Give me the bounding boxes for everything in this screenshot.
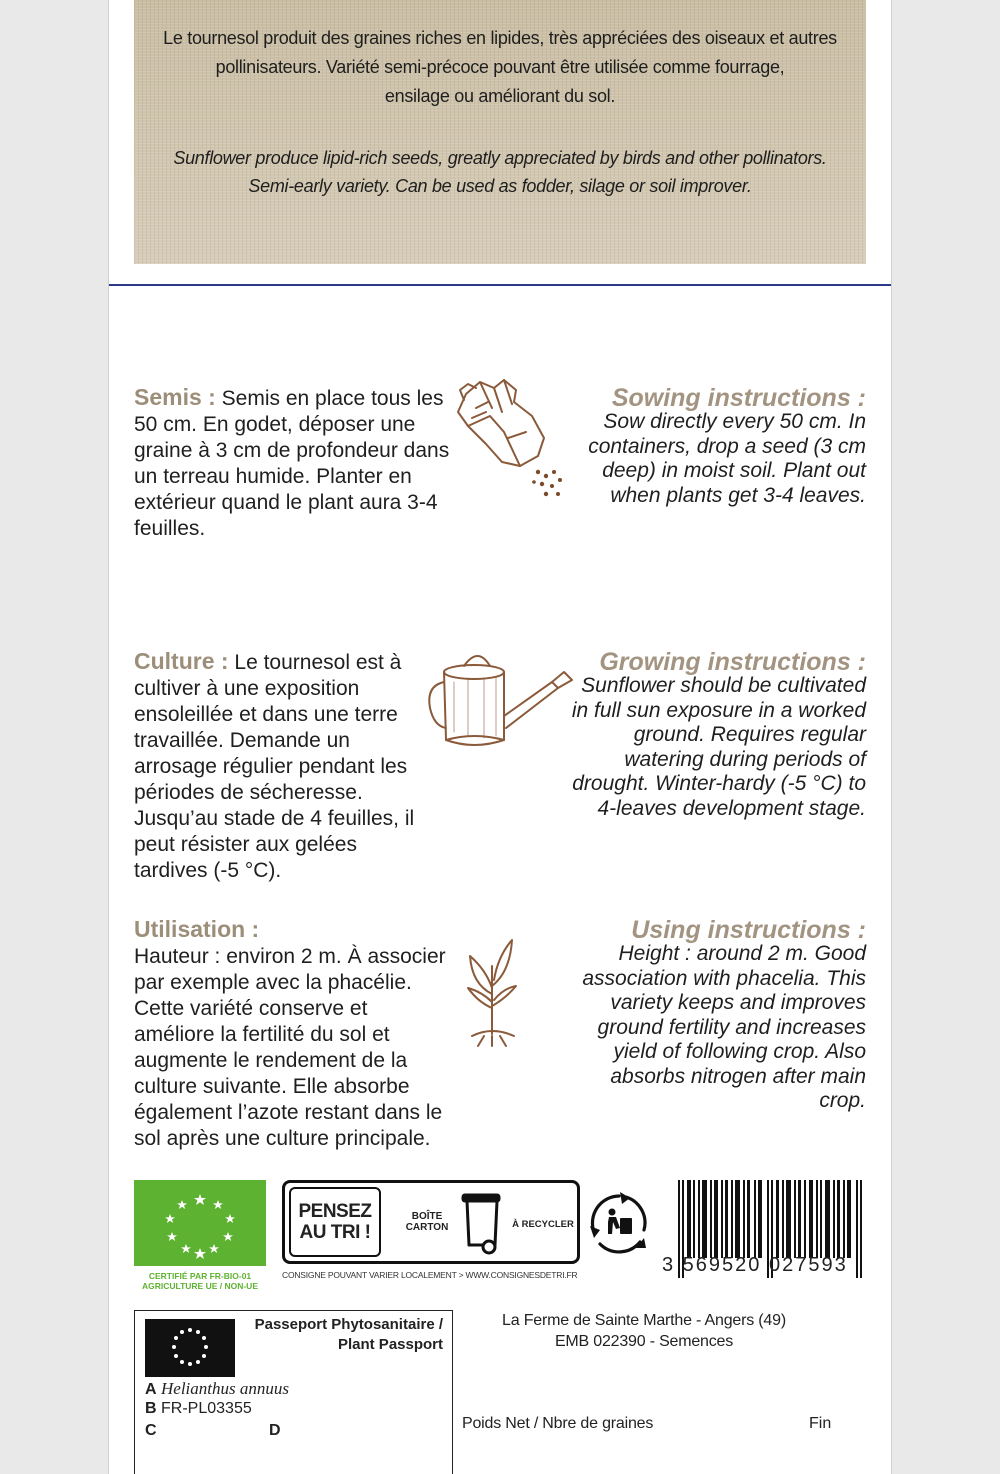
passport-c — [145, 1422, 157, 1440]
description-en — [154, 144, 846, 200]
using-en-heading: Using instructions : — [631, 916, 866, 944]
passport-title — [243, 1315, 443, 1355]
growing-en-heading: Growing instructions : — [599, 648, 866, 676]
passport-c-label: C — [145, 1422, 157, 1439]
passport-title-line: Passeport Phytosanitaire / — [254, 1316, 443, 1333]
sorting-info-box — [282, 1180, 580, 1264]
using-fr-heading: Utilisation : — [134, 916, 260, 942]
passport-a-value: Helianthus annuus — [161, 1379, 289, 1398]
passport-b-value: FR-PL03355 — [161, 1400, 252, 1417]
passport-b — [145, 1400, 252, 1418]
growing-en — [566, 648, 866, 821]
recycling-bin-icon — [459, 1189, 505, 1257]
sowing-en — [566, 384, 866, 508]
a-recycler-label: À RECYCLER — [512, 1219, 574, 1230]
consigne-text: CONSIGNE POUVANT VARIER LOCALEMENT > WWW.CONSIGNESDETRI.FR — [282, 1270, 578, 1280]
description-fr-line: ensilage ou améliorant du sol. — [384, 86, 616, 106]
eu-cert-line: CERTIFIÉ PAR FR-BIO-01 — [148, 1271, 252, 1281]
pensez-line: PENSEZ — [298, 1201, 372, 1222]
eu-flag-icon — [145, 1319, 235, 1377]
passport-d-label: D — [269, 1422, 281, 1439]
pensez-line: AU TRI ! — [299, 1222, 371, 1243]
boite-carton-label — [395, 1211, 459, 1233]
growing-fr-text: Le tournesol est à cultiver à une exposition ensoleillée et dans une terre travaillée. Demande un arrosage régulier pendant les périodes de sécheresse. Jusqu’au stade de 4 feuilles, il peut résister aux gelées tardives (-5 °C). — [134, 651, 415, 882]
passport-b-label: B — [145, 1400, 157, 1417]
description-en-line: Semi-early variety. Can be used as fodder, silage or soil improver. — [248, 176, 752, 196]
using-fr-text: Hauteur : environ 2 m. À associer par exemple avec la phacélie. Cette variété conserve et améliore la fertilité du sol et augmente le rendement de la culture suivante. Elle absorbe également l’azote restant dans le sol après une culture principale. — [134, 945, 446, 1150]
using-en — [566, 916, 866, 1114]
company-info — [489, 1310, 799, 1352]
passport-d — [269, 1422, 281, 1440]
company-name: La Ferme de Sainte Marthe - Angers (49) — [502, 1312, 786, 1329]
barcode-number: 3 569520 027593 — [662, 1254, 848, 1276]
passport-a-label: A — [145, 1381, 157, 1398]
sowing-fr-text: Semis en place tous les 50 cm. En godet, déposer une graine à 3 cm de profondeur dans un terreau humide. Planter en extérieur quand le plant aura 3-4 feuilles. — [134, 387, 450, 540]
watering-can-icon — [424, 652, 574, 756]
description-fr-line: pollinisateurs. Variété semi-précoce pouvant être utilisée comme fourrage, — [215, 57, 785, 77]
using-fr — [134, 916, 449, 1152]
gardening-glove-icon — [446, 372, 566, 504]
using-section — [134, 916, 866, 1156]
sowing-section — [134, 384, 866, 554]
plant-passport — [134, 1310, 453, 1474]
passport-title-line: Plant Passport — [337, 1336, 443, 1353]
boite-line: CARTON — [405, 1222, 449, 1233]
sowing-fr-heading: Semis : — [134, 384, 216, 410]
divider-rule — [109, 284, 891, 286]
seed-packet-back — [108, 0, 892, 1474]
description-en-line: Sunflower produce lipid-rich seeds, greatly appreciated by birds and other pollinators. — [173, 148, 827, 168]
growing-fr — [134, 648, 424, 884]
logos-row — [134, 1180, 866, 1290]
sowing-en-text: Sow directly every 50 cm. In containers, drop a seed (3 cm deep) in moist soil. Plant out when plants get 3-4 leaves. — [588, 410, 866, 507]
pensez-au-tri-label — [289, 1187, 381, 1257]
triman-recycle-icon — [586, 1190, 652, 1256]
passport-a — [145, 1379, 289, 1399]
eu-organic-leaf-icon — [134, 1180, 266, 1266]
company-emb: EMB 022390 - Semences — [554, 1333, 734, 1350]
eu-organic-certification — [134, 1271, 266, 1291]
growing-en-text: Sunflower should be cultivated in full sun exposure in a worked ground. Requires regular watering during periods of drought. Winter-hardy (-5 °C) to 4-leaves development stage. — [571, 674, 866, 820]
growing-fr-heading: Culture : — [134, 648, 229, 674]
description-banner — [134, 0, 866, 264]
description-fr-line: Le tournesol produit des graines riches en lipides, très appréciées des oiseaux et autres — [163, 28, 837, 48]
growing-section — [134, 648, 866, 888]
sowing-en-heading: Sowing instructions : — [611, 384, 866, 412]
fin-label: Fin — [809, 1415, 832, 1432]
description-fr — [154, 24, 846, 111]
net-weight-label: Poids Net / Nbre de graines — [462, 1415, 654, 1432]
using-en-text: Height : around 2 m. Good association with phacelia. This variety keeps and improves ground fertility and increases yield of following crop. Also absorbs nitrogen after main crop. — [582, 942, 866, 1112]
sowing-fr — [134, 384, 464, 542]
seedling-icon — [464, 936, 520, 1048]
eu-cert-line: AGRICULTURE UE / NON-UE — [141, 1281, 258, 1291]
boite-line: BOÎTE — [411, 1211, 443, 1222]
